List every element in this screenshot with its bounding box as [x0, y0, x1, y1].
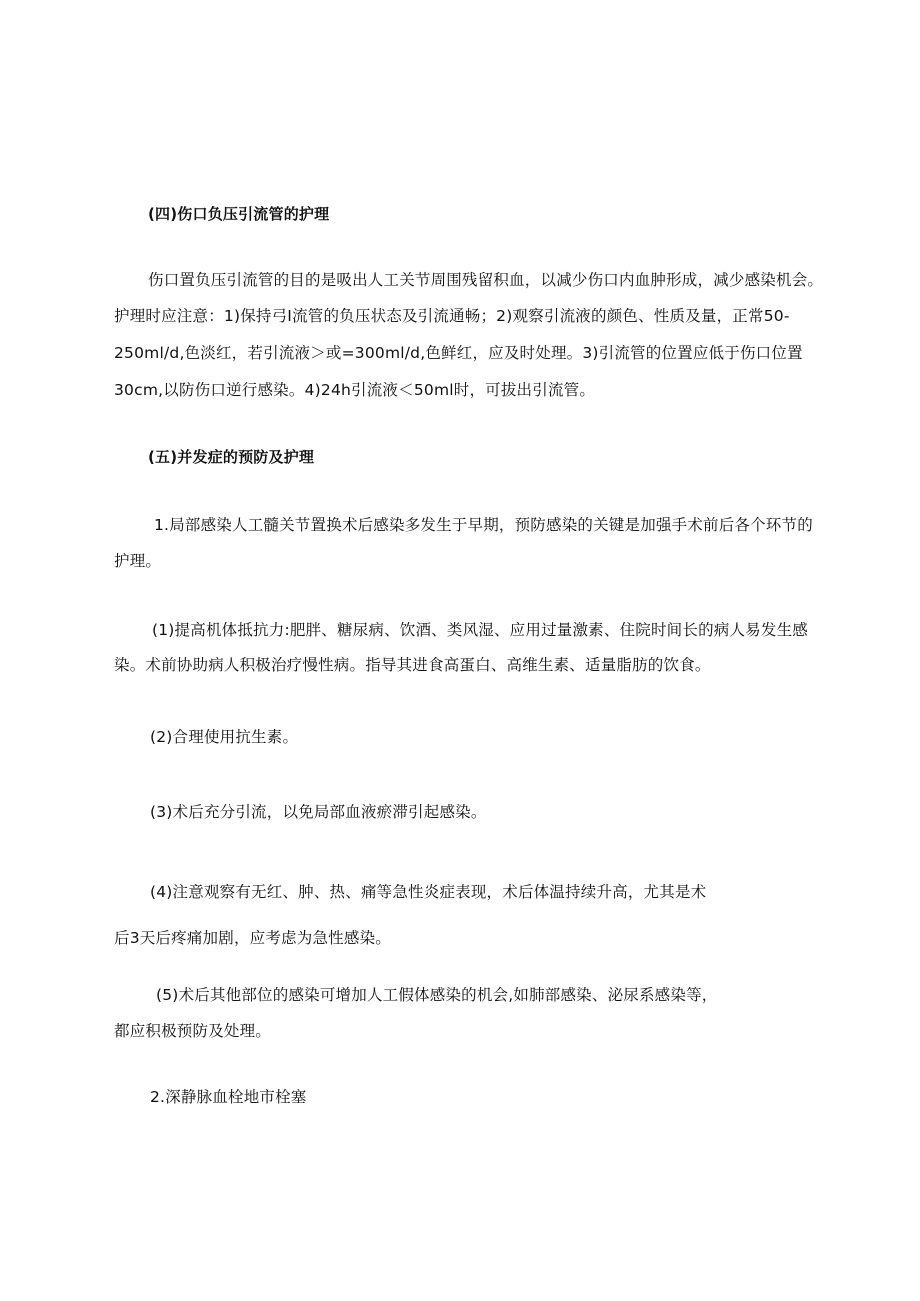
sub-item-3: (3)术后充分引流，以免局部血液瘀滞引起感染。	[150, 803, 487, 821]
item-1-line-1: 1.局部感染人工髓关节置换术后感染多发生于早期，预防感染的关键是加强手术前后各个环节的	[154, 516, 813, 534]
item-1-line-2: 护理。	[114, 552, 162, 570]
section-4-paragraph-line-4: 30cm,以防伤口逆行感染。4)24h引流液＜50ml时，可拔出引流管。	[114, 381, 596, 399]
section-4-paragraph-line-2: 护理时应注意：1)保持弓I流管的负压状态及引流通畅；2)观察引流液的颜色、性质及量，正常50-	[114, 307, 790, 325]
section-4-paragraph-line-3: 250ml∕d,色淡红，若引流液＞或=300ml∕d,色鲜红，应及时处理。3)引流管的位置应低于伤口位置	[114, 344, 803, 362]
sub-item-5-line-2: 都应积极预防及处理。	[114, 1022, 272, 1040]
section-5-heading: (五)并发症的预防及护理	[148, 448, 315, 466]
sub-item-2: (2)合理使用抗生素。	[150, 728, 299, 746]
sub-item-4-line-2: 后3天后疼痛加剧，应考虑为急性感染。	[114, 929, 391, 947]
section-4-paragraph-line-1: 伤口置负压引流管的目的是吸出人工关节周围残留积血，以减少伤口内血肿形成，减少感染机会。	[148, 271, 824, 289]
section-4-heading: (四)伤口负压引流管的护理	[148, 205, 330, 223]
item-2-heading: 2.深静脉血栓地市栓塞	[150, 1088, 307, 1106]
sub-item-4-line-1: (4)注意观察有无红、肿、热、痛等急性炎症表现，术后体温持续升高，尤其是术	[150, 883, 707, 901]
sub-item-1-line-1: (1)提高机体抵抗力:肥胖、糖尿病、饮酒、类风湿、应用过量激素、住院时间长的病人易发生感	[152, 621, 808, 639]
sub-item-5-line-1: (5)术后其他部位的感染可增加人工假体感染的机会,如肺部感染、泌尿系感染等，	[156, 986, 718, 1004]
sub-item-1-line-2: 染。术前协助病人积极治疗慢性病。指导其进食高蛋白、高维生素、适量脂肪的饮食。	[114, 656, 711, 674]
